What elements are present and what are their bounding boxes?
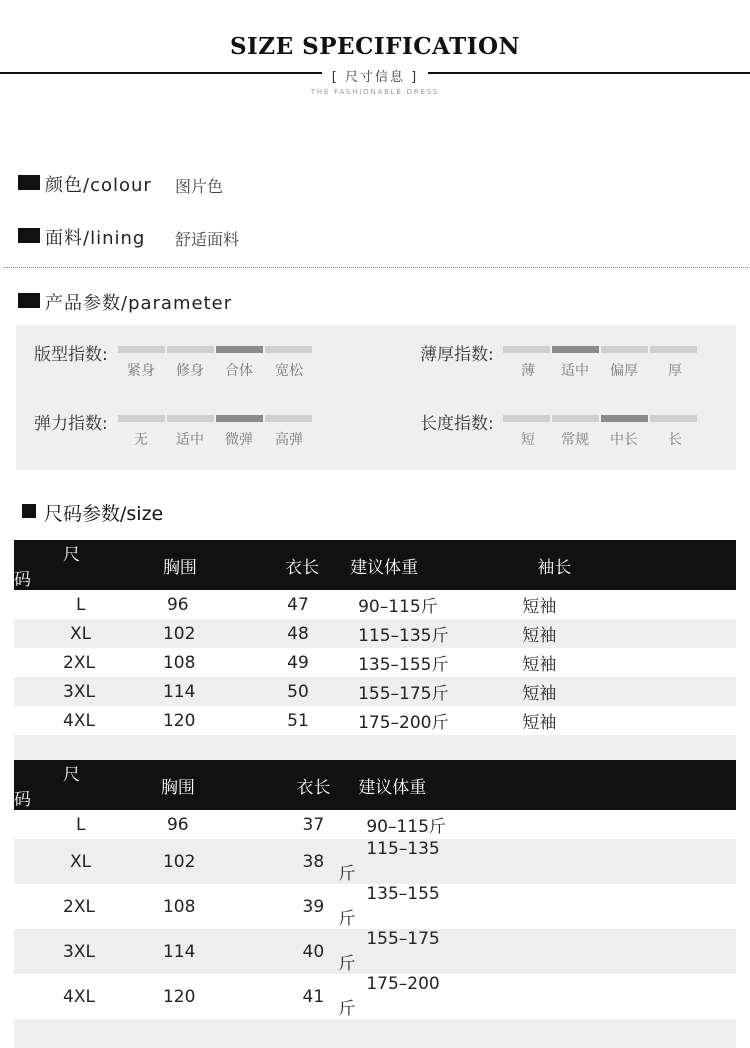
table-cell: [14, 706, 95, 735]
table-cell: [338, 929, 454, 974]
table-cell: [212, 810, 339, 839]
size-marker: [22, 504, 36, 518]
table-cell: [95, 706, 211, 735]
table-cell-text: 48: [287, 623, 309, 644]
table-cell-text: XL: [70, 851, 92, 872]
table-cell-text: 114: [162, 681, 196, 702]
table-cell-text: L: [76, 594, 86, 615]
table-cell-text: 3XL: [63, 941, 95, 962]
table-cell-text: 2XL: [63, 652, 95, 673]
table-cell: [95, 839, 212, 884]
lining-label: 面料/lining: [45, 228, 146, 249]
table-row: [14, 810, 736, 839]
header-size: [14, 760, 95, 810]
header-chest: [95, 760, 212, 810]
table-cell-text: 51: [287, 710, 309, 731]
table-cell: [338, 884, 454, 929]
parameter-scale-segment: [167, 415, 214, 422]
table-cell: [450, 619, 736, 648]
table-cell-text: 102: [162, 623, 196, 644]
table-cell: [14, 619, 95, 648]
table-cell-text: 115–135斤: [338, 839, 440, 884]
table-cell: [95, 619, 211, 648]
table-cell: [95, 677, 211, 706]
parameter-scale-segment: [650, 346, 697, 353]
table-cell-text: 120: [162, 710, 196, 731]
table-cell-text: 120: [162, 986, 196, 1007]
table-cell-text: 90–115斤: [358, 597, 438, 617]
table-cell: [95, 648, 211, 677]
parameter-option-label: 合体: [225, 363, 253, 379]
parameter-name: 弹力指数:: [34, 414, 108, 434]
table-row: [14, 929, 736, 974]
header-sleeve: [450, 540, 736, 590]
table-cell-text: 108: [162, 896, 196, 917]
parameter-scale-segment: [503, 346, 550, 353]
parameter-scale-segment: [167, 346, 214, 353]
table-cell-text: 短袖: [522, 713, 557, 733]
parameter-scale-segment: [552, 415, 599, 422]
table-cell: [14, 839, 95, 884]
header-weight-text: 建议体重: [350, 557, 419, 578]
table-cell-text: 短袖: [522, 655, 557, 675]
table-cell: [211, 677, 336, 706]
size-table-2: [14, 760, 736, 1048]
table-cell-text: 108: [162, 652, 196, 673]
header-sleeve-text: 袖长: [537, 557, 572, 578]
parameter-option-label: 厚: [668, 363, 682, 379]
lining-marker: [18, 228, 40, 243]
table-cell: [14, 590, 95, 619]
parameter-name: 长度指数:: [420, 414, 494, 434]
table-cell: [14, 884, 95, 929]
table-cell-text: 96: [166, 814, 189, 835]
parameter-option-label: 高弹: [275, 432, 303, 448]
table-row: [14, 706, 736, 735]
parameter-scale-segment: [601, 415, 648, 422]
table-cell-text: 4XL: [63, 986, 95, 1007]
table-cell: [338, 1019, 454, 1048]
table-cell: [14, 810, 95, 839]
table-cell: [454, 974, 736, 1019]
table-cell: [212, 884, 339, 929]
parameter-scale-segment: [118, 415, 165, 422]
parameter-option-label: 无: [134, 432, 148, 448]
table-cell-text: 90–115斤: [366, 817, 446, 837]
parameter-option-label: 适中: [176, 432, 204, 448]
header-length-text: 衣长: [296, 777, 331, 798]
parameter-scale-segment: [650, 415, 697, 422]
table-cell-text: 37: [302, 814, 325, 835]
size-label: 尺码参数/size: [44, 503, 164, 525]
parameter-scale-segment: [216, 415, 263, 422]
parameter-name: 薄厚指数:: [420, 345, 494, 365]
table-cell-text: 175–200斤: [358, 713, 449, 733]
parameter-scale-segment: [552, 346, 599, 353]
parameter-option-label: 短: [521, 432, 535, 448]
table-cell: [450, 648, 736, 677]
table-cell: [336, 677, 450, 706]
table-cell-text: 50: [287, 681, 309, 702]
header-weight: [338, 760, 454, 810]
table-cell: [338, 810, 454, 839]
colour-value: 图片色: [175, 177, 224, 196]
table-cell: [95, 590, 211, 619]
table-cell: [454, 884, 736, 929]
parameter-option-label: 紧身: [127, 363, 155, 379]
table-cell: [14, 929, 95, 974]
parameter-option-label: 宽松: [275, 363, 303, 379]
parameter-option-label: 修身: [176, 363, 204, 379]
header-size-text: 尺码: [14, 765, 80, 810]
table-cell-text: 47: [287, 594, 309, 615]
header-length: [211, 540, 336, 590]
table-cell: [450, 590, 736, 619]
table-cell: [95, 810, 212, 839]
header-tagline: THE FASHIONABLE DRESS: [310, 88, 440, 96]
table-cell-text: 短袖: [522, 597, 557, 617]
parameter-option-label: 微弹: [225, 432, 253, 448]
table-cell-text: 102: [162, 851, 196, 872]
table-cell: [211, 706, 336, 735]
parameter-option-label: 常规: [561, 432, 589, 448]
table-row-empty: [14, 1019, 736, 1048]
table-row: [14, 590, 736, 619]
parameter-option-label: 中长: [610, 432, 638, 448]
table-cell-text: 3XL: [63, 681, 95, 702]
table-cell: [212, 839, 339, 884]
table-cell: [454, 810, 736, 839]
table-cell-text: 135–155斤: [338, 884, 440, 929]
table-row: [14, 677, 736, 706]
table-cell-text: XL: [70, 623, 92, 644]
lining-value: 舒适面料: [175, 230, 240, 249]
table-cell: [336, 648, 450, 677]
parameter-scale-segment: [118, 346, 165, 353]
table-cell: [336, 706, 450, 735]
header-size: [14, 540, 95, 590]
table-cell-text: 39: [302, 896, 325, 917]
table-cell-text: 155–175斤: [358, 684, 449, 704]
table-cell: [336, 619, 450, 648]
table-cell: [95, 1019, 212, 1048]
table-cell: [211, 648, 336, 677]
table-row: [14, 839, 736, 884]
table-cell-text: 96: [166, 594, 189, 615]
page-title: SIZE SPECIFICATION: [229, 33, 521, 60]
header-size-text: 尺码: [14, 545, 80, 590]
header-chest: [95, 540, 211, 590]
table-cell-text: 短袖: [522, 626, 557, 646]
table-cell: [454, 929, 736, 974]
table-row: [14, 974, 736, 1019]
table-cell: [336, 590, 450, 619]
table-row: [14, 619, 736, 648]
parameter-scale-segment: [503, 415, 550, 422]
parameter-option-label: 长: [668, 432, 682, 448]
table-cell: [95, 929, 212, 974]
table-cell: [212, 929, 339, 974]
parameter-option-label: 适中: [561, 363, 589, 379]
parameter-scale-segment: [601, 346, 648, 353]
table-cell: [450, 677, 736, 706]
table-cell-text: 175–200斤: [338, 974, 440, 1019]
parameter-scale-segment: [265, 415, 312, 422]
header-chest-text: 胸围: [160, 777, 195, 798]
colour-label: 颜色/colour: [45, 175, 152, 196]
table-cell-text: 短袖: [522, 684, 557, 704]
table-cell: [95, 974, 212, 1019]
parameter-option-label: 薄: [521, 363, 535, 379]
parameter-name: 版型指数:: [34, 345, 108, 365]
parameter-label: 产品参数/parameter: [45, 293, 233, 314]
table-cell-text: 38: [302, 851, 325, 872]
table-cell: [211, 590, 336, 619]
table-cell: [454, 1019, 736, 1048]
table-cell: [14, 1019, 95, 1048]
header-length-text: 衣长: [285, 557, 320, 578]
header-chest-text: 胸围: [162, 557, 197, 578]
table-cell-text: 135–155斤: [358, 655, 449, 675]
dotted-divider: [4, 267, 748, 268]
table-cell-text: 40: [302, 941, 325, 962]
table-cell-text: 2XL: [63, 896, 95, 917]
table-cell: [212, 974, 339, 1019]
header-subtitle: [0, 66, 750, 85]
table-cell: [211, 619, 336, 648]
table-cell: [14, 648, 95, 677]
table-cell-text: 41: [302, 986, 325, 1007]
table-cell: [212, 1019, 339, 1048]
table-cell-text: 115–135斤: [358, 626, 449, 646]
colour-marker: [18, 175, 40, 190]
parameter-option-label: 偏厚: [610, 363, 638, 379]
table-cell-text: 49: [287, 652, 309, 673]
table-cell: [14, 974, 95, 1019]
header-length: [212, 760, 339, 810]
subtitle-text: [ 尺寸信息 ]: [322, 70, 428, 85]
table-cell: [338, 839, 454, 884]
table-cell: [454, 839, 736, 884]
table-cell: [14, 677, 95, 706]
table-cell: [95, 884, 212, 929]
table-cell-text: L: [76, 814, 86, 835]
table-cell-text: 114: [162, 941, 196, 962]
parameter-scale-segment: [216, 346, 263, 353]
table-cell: [338, 974, 454, 1019]
table-cell-text: 155–175斤: [338, 929, 440, 974]
header-weight: [336, 540, 450, 590]
table-row: [14, 648, 736, 677]
header-empty: [454, 760, 736, 810]
header-weight-text: 建议体重: [358, 777, 427, 798]
table-row: [14, 884, 736, 929]
table-cell-text: 4XL: [63, 710, 95, 731]
parameter-marker: [18, 293, 40, 308]
table-cell: [450, 706, 736, 735]
parameter-scale-segment: [265, 346, 312, 353]
size-table-1: [14, 540, 736, 764]
